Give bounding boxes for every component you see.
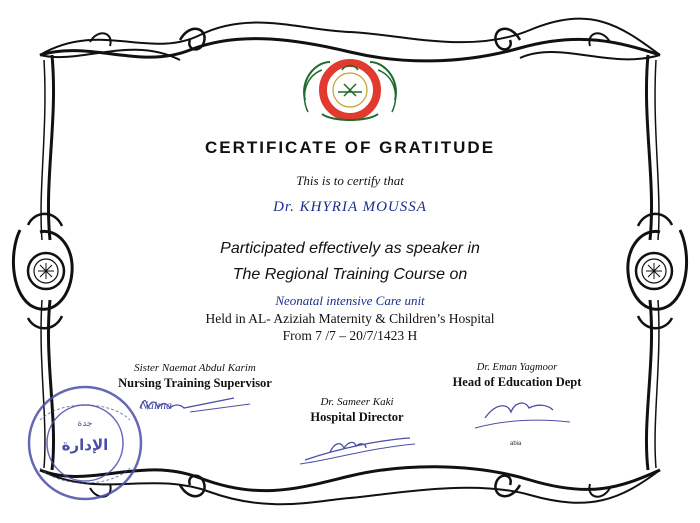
signatory-name: Dr. Eman Yagmoor [476,362,558,373]
signature-center [300,438,415,464]
certify-line: This is to certify that [296,173,404,188]
svg-text:الإدارة: الإدارة [61,436,109,454]
signatory-left [90,362,300,391]
dates-line: From 7 /7 – 20/7/1423 H [282,328,418,343]
course-line: The Regional Training Course on [232,266,468,283]
venue-line: Held in AL- Aziziah Maternity & Children’s Hospital [205,311,495,326]
signature-note: abia [510,441,522,447]
course-topic: Neonatal intensive Care unit [275,293,425,308]
participation-line: Participated effectively as speaker in [220,240,480,257]
ministry-emblem-icon [304,62,396,120]
svg-text:جدة: جدة [77,419,93,429]
certificate-title: CERTIFICATE OF GRATITUDE [204,138,496,157]
recipient-name: Dr. KHYRIA MOUSSA [273,199,427,215]
signatory-role: Hospital Director [310,410,404,424]
signatory-name: Dr. Sameer Kaki [320,396,394,408]
signatory-role: Head of Education Dept [452,375,582,389]
signature-right [475,403,570,428]
signatory-name: Sister Naemat Abdul Karim [134,362,256,374]
signatory-role: Nursing Training Supervisor [118,376,272,390]
signature-text: Naima [140,398,173,412]
signatory-right [402,362,632,390]
signatory-center [252,396,462,425]
